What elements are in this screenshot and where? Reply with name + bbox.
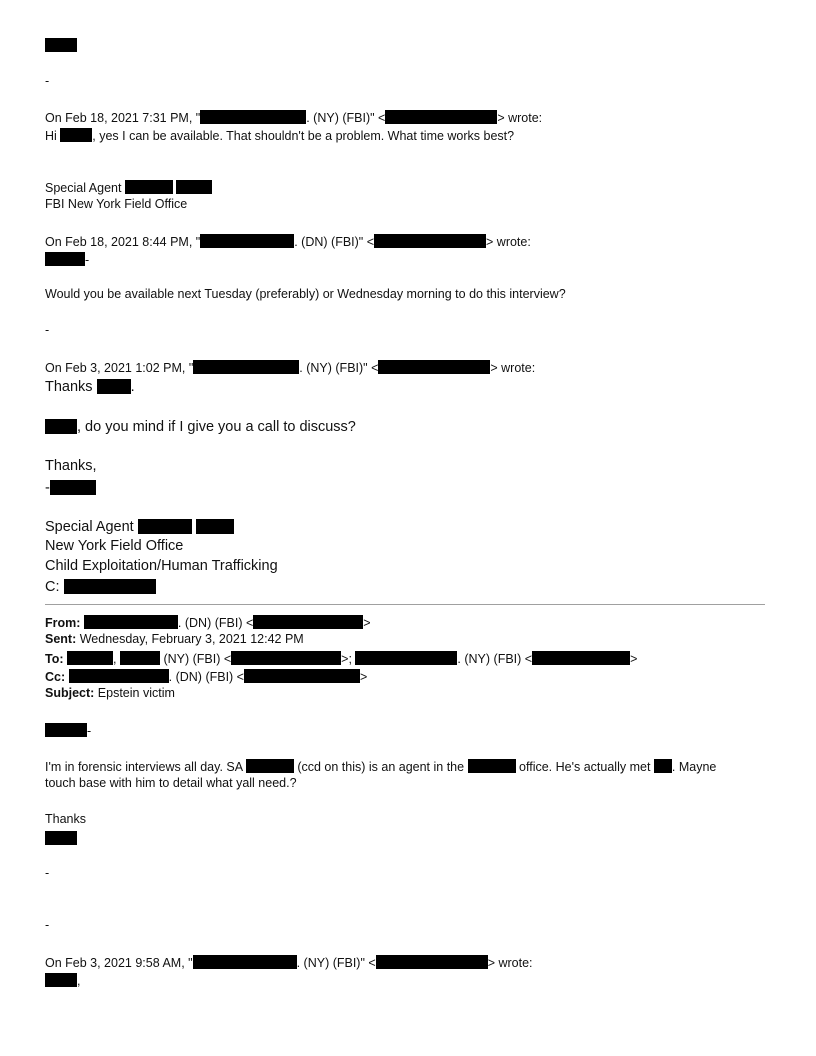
separator-dash: - — [45, 323, 50, 337]
redaction-block — [138, 519, 192, 534]
body-text: . Mayne — [671, 760, 717, 774]
redaction-block — [64, 579, 156, 594]
redaction-block — [60, 128, 92, 142]
sig-text: Special Agent — [45, 519, 138, 535]
body-text: . — [130, 379, 135, 395]
header-text: On Feb 18, 2021 8:44 PM, " — [45, 235, 201, 249]
field-text: . (DN) (FBI) < — [177, 616, 254, 630]
closing: Thanks, — [45, 458, 97, 474]
redaction-block — [176, 180, 212, 194]
redaction-block — [45, 723, 87, 737]
dash-text: - — [85, 253, 90, 267]
redaction-block — [45, 38, 77, 52]
field-text: , — [113, 652, 117, 666]
signature-title — [45, 180, 212, 195]
signature-office: FBI New York Field Office — [45, 197, 188, 211]
redaction-block — [355, 651, 457, 665]
redaction-block — [120, 651, 160, 665]
message-body — [45, 128, 514, 143]
reply-header — [45, 360, 535, 375]
sender-signoff — [45, 480, 96, 496]
redaction-block — [231, 651, 341, 665]
body-text: , — [77, 974, 81, 988]
body-text: Thanks — [45, 379, 97, 395]
header-text: On Feb 18, 2021 7:31 PM, " — [45, 111, 201, 125]
field-text: > — [363, 616, 371, 630]
signature-title — [45, 519, 234, 535]
dash-text: - — [87, 724, 92, 738]
message-body — [45, 379, 135, 395]
redaction-block — [196, 519, 234, 534]
header-text: > wrote: — [487, 956, 533, 970]
greeting — [45, 723, 91, 738]
redaction-block — [200, 234, 294, 248]
closing: Thanks — [45, 812, 86, 826]
redaction-block — [246, 759, 294, 773]
redaction-block — [97, 379, 131, 394]
cc-line — [45, 669, 367, 684]
header-text: On Feb 3, 2021 1:02 PM, " — [45, 361, 194, 375]
body-text: Hi — [45, 129, 61, 143]
message-body: touch base with him to detail what yall need.? — [45, 776, 297, 790]
separator-dash: - — [45, 866, 50, 880]
greeting — [45, 973, 80, 988]
field-label: Sent: — [45, 632, 77, 646]
header-text: > wrote: — [490, 361, 536, 375]
body-text: office. He's actually met — [515, 760, 654, 774]
header-text: . (DN) (FBI)" < — [294, 235, 375, 249]
subject-line — [45, 687, 175, 700]
field-text: . (NY) (FBI) < — [457, 652, 533, 666]
redaction-block — [378, 360, 490, 374]
sent-line — [45, 633, 304, 646]
header-text: . (NY) (FBI)" < — [296, 956, 376, 970]
field-text: Epstein victim — [94, 686, 175, 700]
body-text: , yes I can be available. That shouldn't be a problem. What time works best? — [92, 129, 515, 143]
redaction-block — [654, 759, 672, 773]
sig-text: C: — [45, 579, 64, 595]
to-line — [45, 651, 637, 666]
redaction-block — [125, 180, 173, 194]
redaction-block — [193, 360, 299, 374]
header-text: > wrote: — [497, 111, 543, 125]
field-label: Subject: — [45, 686, 95, 700]
redaction-block — [200, 110, 306, 124]
redaction-block — [376, 955, 488, 969]
signature-cell — [45, 579, 156, 595]
field-text: (NY) (FBI) < — [159, 652, 232, 666]
redaction-block — [385, 110, 497, 124]
header-divider — [45, 604, 765, 605]
redaction-block — [253, 615, 363, 629]
header-text: . (NY) (FBI)" < — [306, 111, 386, 125]
field-label: From: — [45, 616, 81, 630]
field-text: > — [630, 652, 638, 666]
redaction-block — [244, 669, 360, 683]
message-body — [45, 419, 356, 435]
sig-text: Special Agent — [45, 181, 125, 195]
signature-office: New York Field Office — [45, 538, 184, 554]
reply-header — [45, 955, 533, 970]
field-text: > — [359, 670, 368, 684]
separator-dash: - — [45, 918, 50, 932]
redaction-block — [84, 615, 178, 629]
redaction-block — [532, 651, 630, 665]
field-label: Cc: — [45, 670, 66, 684]
body-text: I'm in forensic interviews all day. SA — [45, 760, 246, 774]
field-text: >; — [341, 652, 352, 666]
dash-text: - — [45, 480, 50, 496]
redaction-block — [45, 831, 77, 845]
message-body — [45, 759, 716, 774]
redaction-block — [69, 669, 169, 683]
reply-header — [45, 110, 542, 125]
separator-dash: - — [45, 74, 50, 88]
field-text: . (DN) (FBI) < — [168, 670, 244, 684]
redaction-block — [374, 234, 486, 248]
header-text: . (NY) (FBI)" < — [299, 361, 379, 375]
redaction-block — [193, 955, 297, 969]
body-text: , do you mind if I give you a call to discuss? — [77, 419, 356, 435]
message-body: Would you be available next Tuesday (preferably) or Wednesday morning to do this interview? — [45, 287, 566, 301]
field-label: To: — [45, 652, 64, 666]
body-text: (ccd on this) is an agent in the — [293, 760, 468, 774]
greeting — [45, 252, 89, 267]
redaction-block — [45, 419, 77, 434]
header-text: > wrote: — [486, 235, 531, 249]
header-text: On Feb 3, 2021 9:58 AM, " — [45, 956, 193, 970]
redaction-block — [468, 759, 516, 773]
from-line — [45, 615, 371, 630]
field-text: Wednesday, February 3, 2021 12:42 PM — [76, 632, 304, 646]
redaction-block — [67, 651, 113, 665]
redaction-block — [50, 480, 96, 495]
redaction-block — [45, 973, 77, 987]
redaction-block — [45, 252, 85, 266]
signature-unit: Child Exploitation/Human Trafficking — [45, 558, 278, 574]
reply-header — [45, 234, 531, 249]
